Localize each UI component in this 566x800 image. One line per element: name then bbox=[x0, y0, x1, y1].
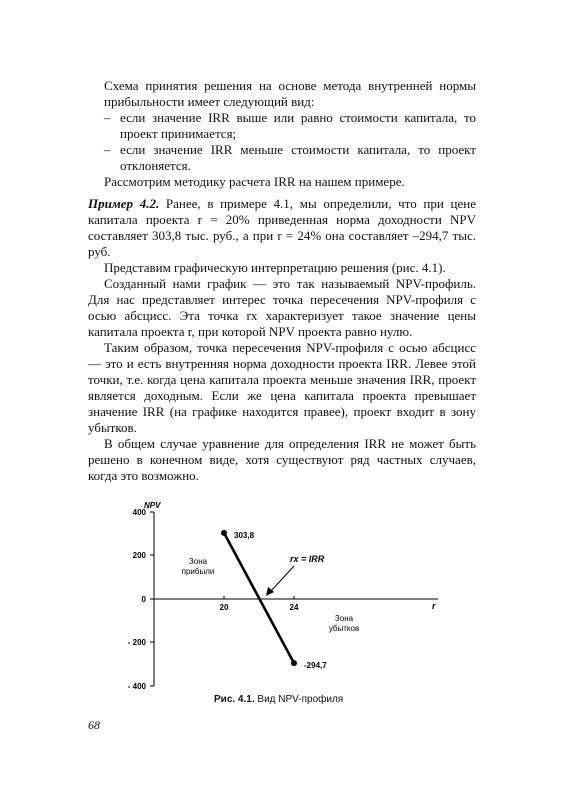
decision-reject: – если значение IRR меньше стоимости капитала, то проект отклоняется. bbox=[88, 142, 476, 174]
paragraph-method: Рассмотрим методику расчета IRR на нашем примере. bbox=[104, 174, 405, 189]
paragraph-decision-scheme: Схема принятия решения на основе метода внутренней нормы прибыльности имеет следующий вид: bbox=[104, 78, 476, 109]
zone-profit-line: Зона bbox=[188, 557, 208, 566]
point-label: 303,8 bbox=[234, 531, 255, 540]
caption-number: Рис. 4.1. bbox=[214, 694, 255, 705]
example-text: Ранее, в примере 4.1, мы определили, что при цене капитала проекта r = 20% приведенная норма доходности NPV составляет 303,8 тыс. руб., а при r = 24% она составляет –294,7 тыс. руб. bbox=[88, 196, 476, 259]
zone-profit-line: прибыли bbox=[181, 567, 215, 576]
y-tick-label: 200 bbox=[132, 551, 146, 560]
paragraph-npv-profile: Созданный нами график — это так называемый NPV-профиль. Для нас представляет интерес точка пересечения NPV-профиля с осью абсцисс. Эта точка rx характеризует такое значение цены капитала проекта r, при которой NPV проекта равно нулю. bbox=[88, 276, 476, 339]
y-tick-label: - 200 bbox=[127, 638, 146, 647]
data-point bbox=[221, 530, 227, 536]
x-tick-label: 24 bbox=[289, 603, 299, 612]
npv-profile-chart bbox=[110, 500, 450, 710]
x-tick-label: 20 bbox=[219, 603, 229, 612]
y-tick-label: 0 bbox=[141, 595, 146, 604]
zone-loss-line: Зона bbox=[334, 614, 354, 623]
figure-caption bbox=[214, 694, 343, 705]
y-tick-label: 400 bbox=[132, 508, 146, 517]
npv-profile-line bbox=[224, 533, 294, 663]
zone-loss-line: убытков bbox=[328, 624, 360, 633]
data-point bbox=[291, 660, 297, 666]
example-paragraph bbox=[88, 196, 476, 260]
y-tick-label: - 400 bbox=[127, 682, 146, 691]
page-body bbox=[88, 78, 476, 484]
rx-pointer bbox=[270, 566, 294, 592]
paragraph-general-case: В общем случае уравнение для определения IRR не может быть решено в конечном виде, хотя существуют ряд частных случаев, когда это возможно. bbox=[88, 436, 476, 483]
y-ticks bbox=[128, 508, 154, 691]
point-label: -294,7 bbox=[304, 661, 327, 670]
rx-label: rx = IRR bbox=[290, 554, 325, 564]
decision-list bbox=[88, 110, 476, 174]
example-label: Пример 4.2. bbox=[88, 196, 160, 211]
paragraph-graphic: Представим графическую интерпретацию решения (рис. 4.1). bbox=[104, 260, 446, 275]
caption-text: Вид NPV-профиля bbox=[254, 694, 344, 705]
y-axis-label: NPV bbox=[144, 501, 161, 510]
page-number: 68 bbox=[88, 718, 100, 732]
paragraph-irr-point: Таким образом, точка пересечения NPV-профиля с осью абсцисс — это и есть внутренняя норма доходности проекта IRR. Левее этой точки, т.е. когда цена капитала проекта меньше значения IRR, проект является доходным. Если же цена капитала проекта превышает значение IRR (на графике находится правее), проект входит в зону убытков. bbox=[88, 340, 476, 435]
x-axis-label: r bbox=[432, 601, 436, 611]
decision-accept: – если значение IRR выше или равно стоимости капитала, то проект принимается; bbox=[88, 110, 476, 142]
